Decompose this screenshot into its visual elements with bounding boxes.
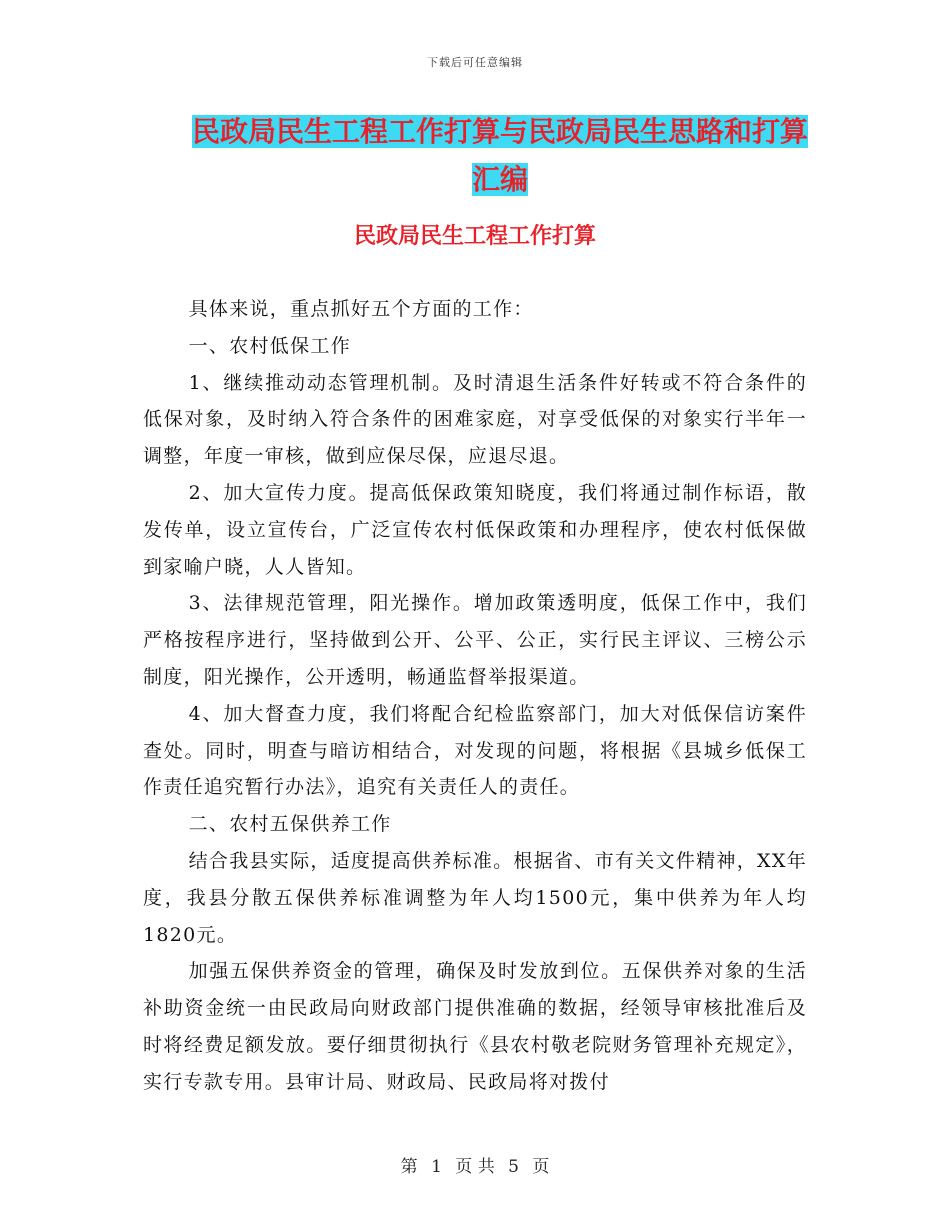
paragraph-publicity: 2、加大宣传力度。提高低保政策知晓度，我们将通过制作标语，散发传单，设立宣传台，广泛宣传农村低保政策和办理程序，使农村低保做到家喻户晓，人人皆知。 — [143, 481, 807, 578]
document-title — [190, 108, 810, 204]
heading-rural-low-income: 一、农村低保工作 — [188, 334, 351, 357]
paragraph-intro: 具体来说，重点抓好五个方面的工作： — [188, 298, 534, 320]
paragraph-support-standard: 结合我县实际，适度提高供养标准。根据省、市有关文件精神，XX年度，我县分散五保供养标准调整为年人均1500元，集中供养为年人均1820元。 — [143, 849, 807, 946]
header-note: 下载后可任意编辑 — [427, 56, 523, 69]
footer-total-pages: 5 — [508, 1157, 519, 1177]
paragraph-supervision: 4、加大督查力度，我们将配合纪检监察部门，加大对低保信访案件查处。同时，明查与暗访相结合，对发现的问题，将根据《县城乡低保工作责任追究暂行办法》，追究有关责任人的责任。 — [143, 702, 807, 799]
document-title-text: 民政局民生工程工作打算与民政局民生思路和打算汇编 — [191, 115, 808, 196]
paragraph-regulation: 3、法律规范管理，阳光操作。增加政策透明度，低保工作中，我们严格按程序进行，坚持做到公开、公平、公正，实行民主评议、三榜公示制度，阳光操作，公开透明，畅通监督举报渠道。 — [143, 592, 807, 688]
heading-five-guarantees: 二、农村五保供养工作 — [188, 813, 392, 836]
page-footer — [0, 1152, 950, 1177]
footer-page-number: 1 — [431, 1157, 442, 1177]
footer-suffix: 页 — [532, 1157, 550, 1177]
footer-middle: 页 共 — [455, 1157, 495, 1177]
paragraph-fund-management: 加强五保供养资金的管理，确保及时发放到位。五保供养对象的生活补助资金统一由民政局向财政部门提供准确的数据，经领导审核批准后及时将经费足额发放。要仔细贯彻执行《县农村敬老院财务管理补充规定》，实行专款专用。县审计局、财政局、民政局将对拨付 — [143, 960, 807, 1093]
document-body — [143, 291, 807, 1101]
section-title: 民政局民生工程工作打算 — [353, 223, 596, 249]
footer-prefix: 第 — [400, 1157, 418, 1177]
paragraph-dynamic-management: 1、继续推动动态管理机制。及时清退生活条件好转或不符合条件的低保对象，及时纳入符合条件的困难家庭，对享受低保的对象实行半年一调整，年度一审核，做到应保尽保，应退尽退。 — [143, 371, 807, 468]
